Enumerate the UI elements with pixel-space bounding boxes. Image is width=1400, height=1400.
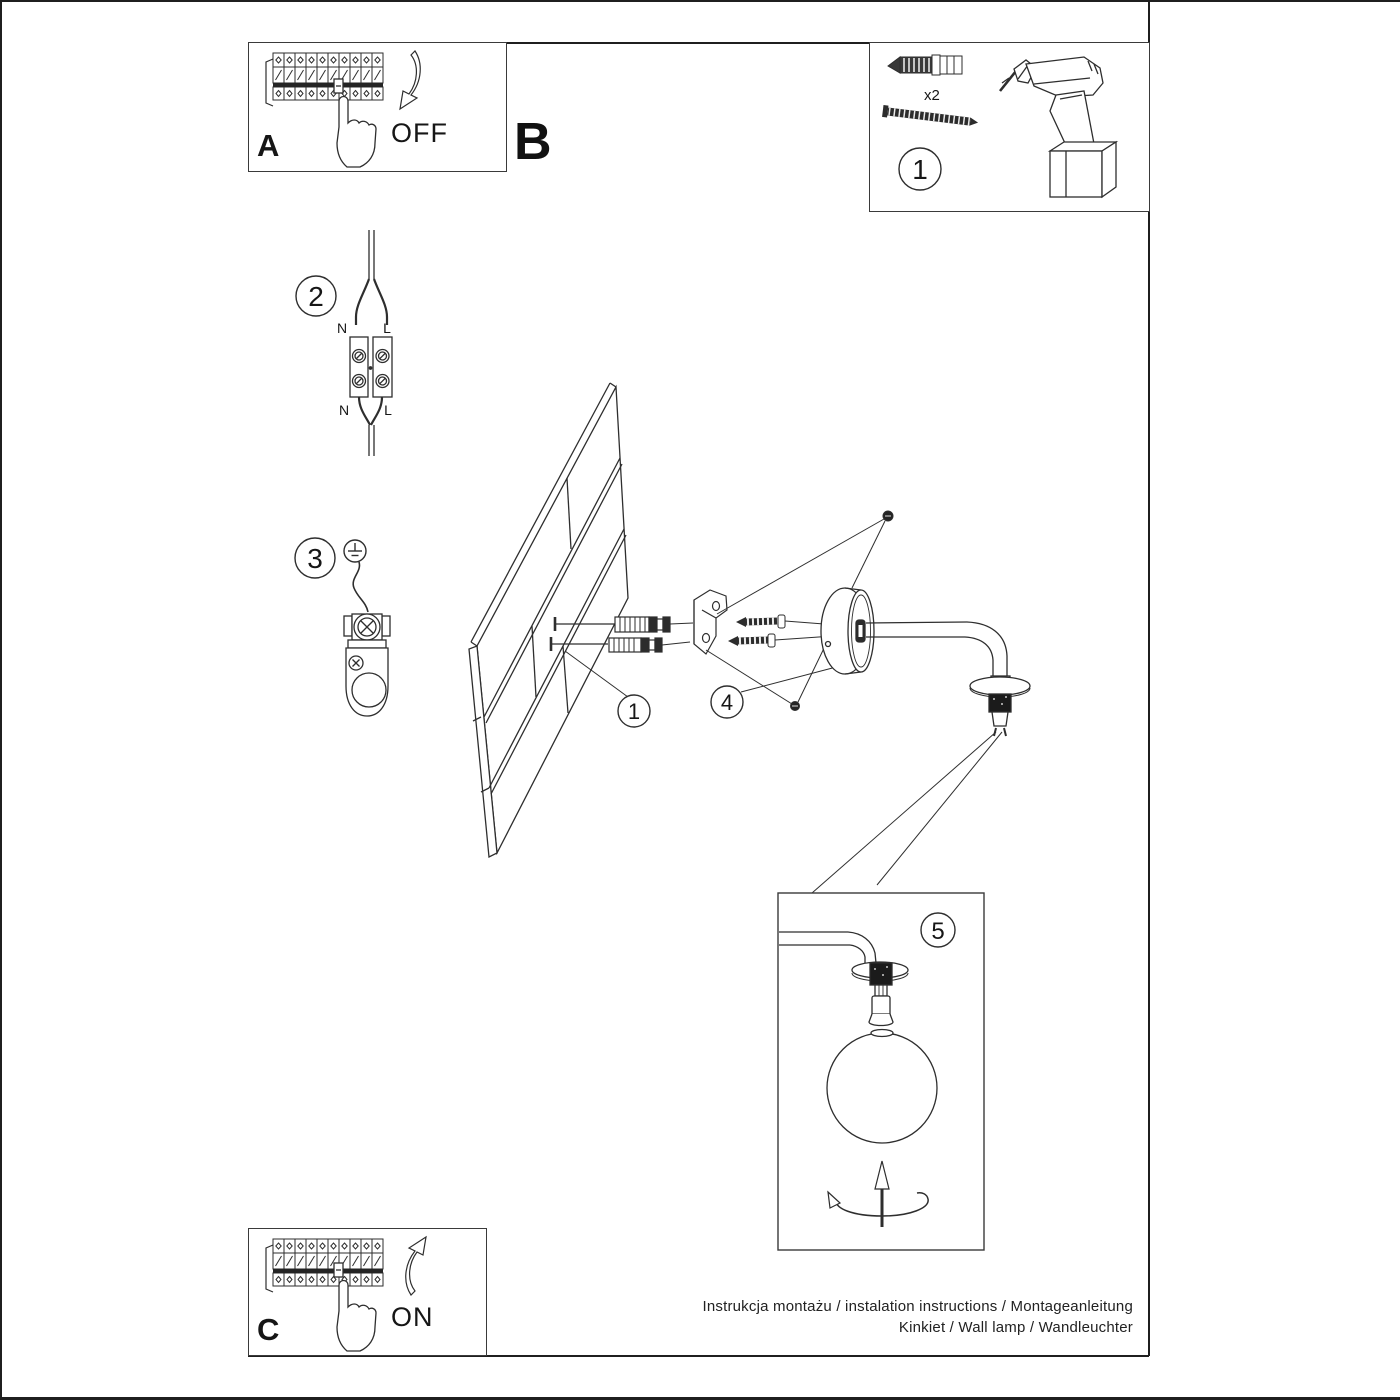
- detail-leaders: [812, 732, 1002, 893]
- wire-l-top: L: [383, 320, 391, 336]
- on-label: ON: [391, 1302, 434, 1332]
- breaker-strip: [266, 53, 383, 106]
- footer-text: [500, 1296, 1133, 1338]
- wall-drawing: [469, 383, 628, 857]
- ground-terminal: [344, 614, 390, 648]
- off-label: OFF: [391, 118, 448, 148]
- pointing-hand: [334, 79, 376, 167]
- panel-a-drawing: [249, 43, 505, 170]
- wire-n-top: N: [336, 320, 348, 336]
- step-number-tools: 1: [912, 154, 928, 185]
- main-exploded-view: [440, 380, 1160, 1260]
- glass-globe: [827, 1033, 937, 1143]
- step-number-globe: 5: [931, 918, 945, 945]
- wire-l-bottom: L: [384, 402, 392, 418]
- ground-wire: [353, 562, 368, 612]
- panel-c-drawing: [249, 1229, 485, 1354]
- step-number-grounding: 3: [307, 543, 323, 574]
- panel-b-label: B: [514, 113, 552, 171]
- outer-border-top: [0, 0, 1400, 2]
- arrow-up-icon: [406, 1237, 426, 1295]
- footer-line-1: Instrukcja montażu / instalation instructions / Montageanleitung: [702, 1298, 1133, 1315]
- wall-bracket: [694, 590, 727, 654]
- footer-line-2: Kinkiet / Wall lamp / Wandleuchter: [898, 1319, 1133, 1336]
- panel-a-switch-off: [248, 42, 507, 172]
- mounting-bracket-body: [346, 648, 388, 716]
- lamp-canopy-and-arm: [821, 588, 1030, 736]
- panel-a-label: A: [257, 128, 280, 163]
- quantity-label: x2: [924, 87, 940, 104]
- pointing-hand: [334, 1263, 376, 1351]
- grounding-diagram: [288, 528, 410, 733]
- panel-c-label: C: [257, 1312, 280, 1347]
- step-number-canopy: 4: [720, 690, 734, 715]
- panel-globe-detail: [778, 893, 984, 1250]
- step-number-wiring: 2: [308, 281, 324, 312]
- tools-drawing: [870, 43, 1148, 210]
- wall-plug-icon: [888, 55, 962, 75]
- breaker-strip: [266, 1239, 383, 1292]
- screw-icon: [882, 105, 979, 129]
- earth-symbol-icon: [344, 540, 366, 562]
- wiring-diagram: [290, 225, 410, 460]
- drill-icon: [1000, 57, 1116, 197]
- outer-border-left: [0, 0, 2, 1400]
- terminal-block: [350, 337, 392, 397]
- step-number-anchors: 1: [627, 699, 641, 724]
- panel-c-switch-on: [248, 1228, 487, 1356]
- arrow-down-icon: [400, 51, 420, 109]
- wire-n-bottom: N: [338, 402, 350, 418]
- panel-tools: [869, 42, 1150, 212]
